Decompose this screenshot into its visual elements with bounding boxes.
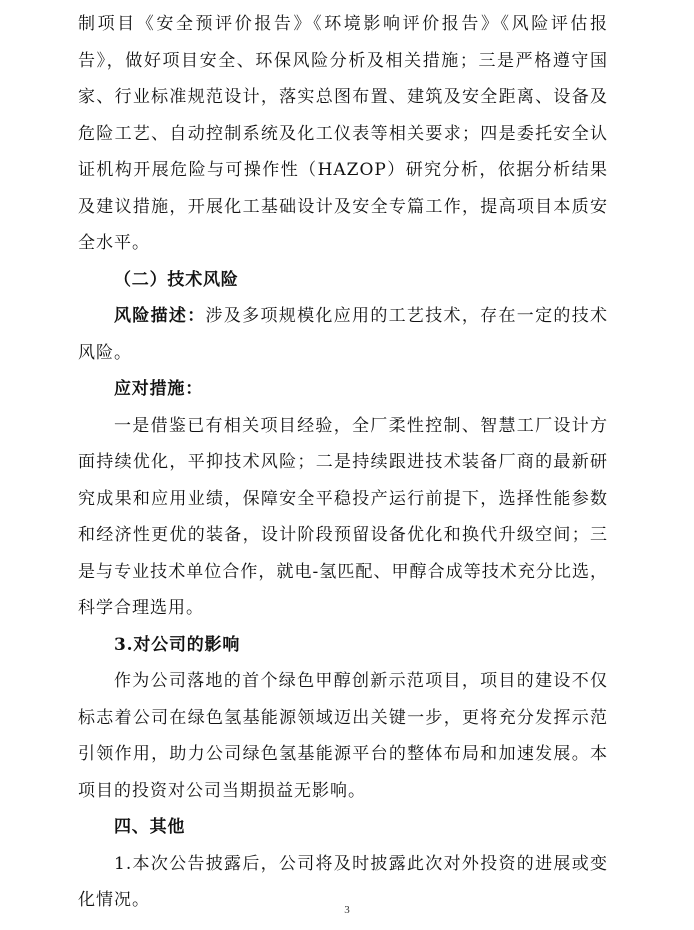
heading-company-impact: 3.对公司的影响: [114, 634, 241, 655]
risk-description-label: 风险描述：: [114, 306, 206, 326]
heading-countermeasures: 应对措施：: [114, 379, 203, 399]
risk-description-text: 涉及多项规模化应用的工艺技术，存在一定的技术风险。: [78, 306, 609, 363]
document-body: [78, 6, 608, 919]
paragraph-company-impact: 作为公司落地的首个绿色甲醇创新示范项目，项目的建设不仅标志着公司在绿色氢基能源领域迈出关键一步，更将充分发挥示范引领作用，助力公司绿色氢基能源平台的整体布局和加速发展。本项目的投资对公司当期损益无影响。: [78, 671, 608, 801]
paragraph-other: 1.本次公告披露后，公司将及时披露此次对外投资的进展或变化情况。: [78, 853, 608, 910]
heading-technical-risk: （二）技术风险: [114, 269, 239, 290]
paragraph-risk-description: [78, 298, 608, 371]
paragraph-countermeasures: 一是借鉴已有相关项目经验，全厂柔性控制、智慧工厂设计方面持续优化，平抑技术风险；二是持续跟进技术装备厂商的最新研究成果和应用业绩，保障安全平稳投产运行前提下，选择性能参数和经济性更优的装备，设计阶段预留设备优化和换代升级空间；三是与专业技术单位合作，就电-氢匹配、甲醇合成等技术充分比选，科学合理选用。: [78, 415, 608, 618]
page-number: 3: [344, 904, 350, 916]
paragraph-safety-measures: 制项目《安全预评价报告》《环境影响评价报告》《风险评估报告》，做好项目安全、环保风险分析及相关措施；三是严格遵守国家、行业标准规范设计，落实总图布置、建筑及安全距离、设备及危险工艺、自动控制系统及化工仪表等相关要求；四是委托安全认证机构开展危险与可操作性（HAZOP）研究分析，依据分析结果及建议措施，开展化工基础设计及安全专篇工作，提高项目本质安全水平。: [78, 14, 608, 253]
heading-other: 四、其他: [114, 817, 186, 837]
